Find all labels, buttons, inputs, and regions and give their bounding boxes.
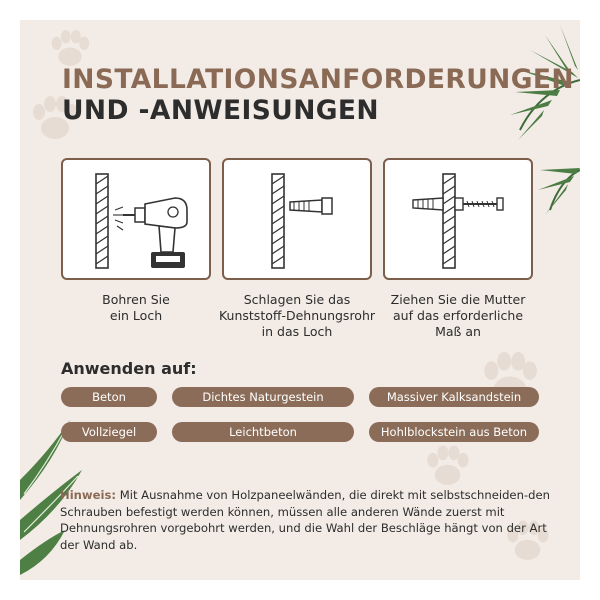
page-subtitle: UND -ANWEISUNGEN — [62, 95, 380, 126]
installation-note — [60, 487, 565, 553]
material-tag: Massiver Kalksandstein — [369, 387, 539, 407]
material-tag: Vollziegel — [61, 422, 157, 442]
step-card-drill — [61, 158, 211, 280]
material-tag: Beton — [61, 387, 157, 407]
material-tag: Hohlblockstein aus Beton — [369, 422, 539, 442]
page-title: INSTALLATIONSANFORDERUNGEN — [62, 64, 574, 95]
step-caption-drill: Bohren Sie ein Loch — [102, 292, 170, 323]
material-tag: Leichtbeton — [172, 422, 354, 442]
drill-into-wall-icon — [63, 160, 208, 277]
step-card-anchor — [222, 158, 372, 280]
material-tag: Dichtes Naturgestein — [172, 387, 354, 407]
infographic-canvas — [20, 20, 580, 580]
step-caption-anchor: Schlagen Sie das Kunststoff-Dehnungsrohr in das Loch — [218, 292, 376, 339]
screw-into-anchor-icon — [385, 160, 530, 277]
step-card-screw — [383, 158, 533, 280]
note-text: Mit Ausnahme von Holzpaneelwänden, die direkt mit selbstschneiden-den Schrauben befestigt werden können, müssen alle anderen Wände zuerst mit Dehnungsrohren vorgebohrt werden, und die Wahl der Beschläge hängt von der Art der Wand ab. — [60, 488, 550, 552]
step-caption-screw: Ziehen Sie die Mutter auf das erforderliche Maß an — [390, 292, 526, 339]
note-label: Hinweis: — [60, 488, 117, 502]
anchor-into-wall-icon — [224, 160, 369, 277]
apply-heading: Anwenden auf: — [61, 359, 197, 378]
